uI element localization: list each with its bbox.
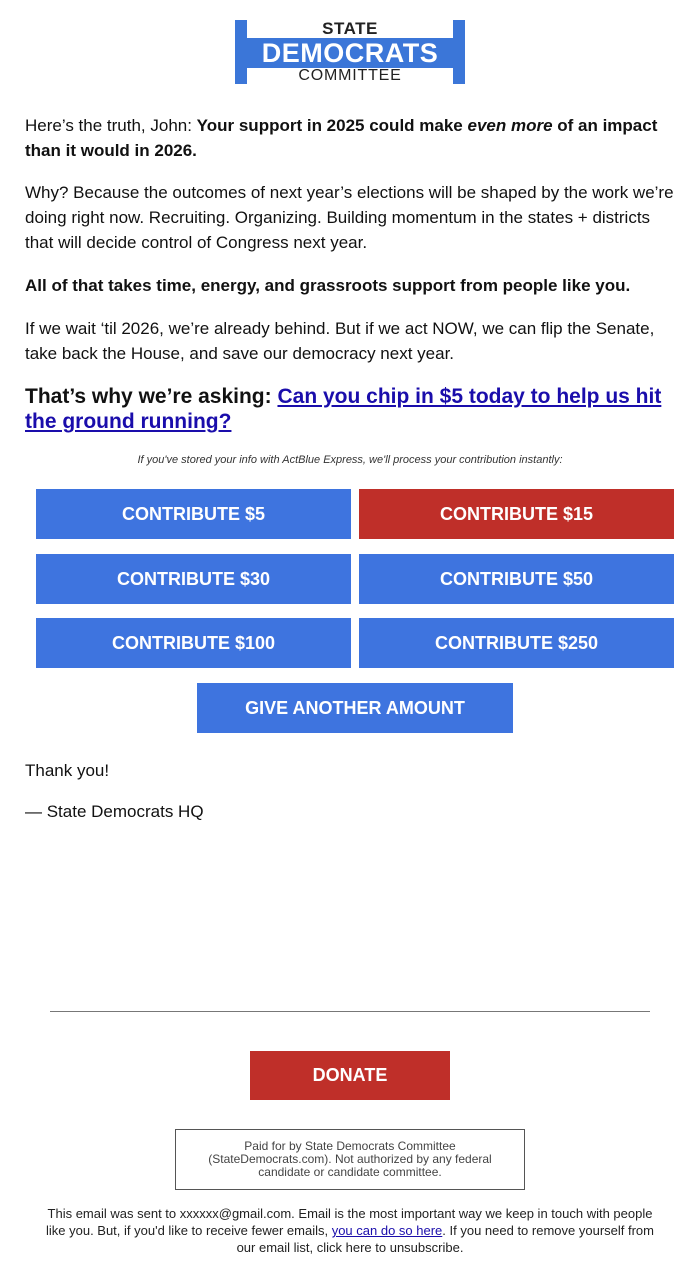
contribute-5-button[interactable]: CONTRIBUTE $5: [36, 489, 351, 539]
logo-bottom-text: COMMITTEE: [298, 67, 402, 84]
footer-text-2: . If you need to remove yourself from our email list, click here to unsubscribe.: [236, 1223, 654, 1255]
intro-bold-1: Your support in 2025 could make: [196, 116, 468, 135]
committee-logo: [235, 20, 465, 84]
intro-lead: Here’s the truth, John:: [25, 116, 197, 135]
email-footer: [40, 1205, 660, 1256]
contribute-15-button[interactable]: CONTRIBUTE $15: [359, 489, 674, 539]
ask-heading: [25, 384, 675, 434]
actblue-note: If you've stored your info with ActBlue Express, we'll process your contribution instantly:: [137, 454, 563, 466]
logo-top-text: STATE: [322, 19, 378, 38]
paragraph-intro: [25, 113, 675, 163]
paragraph-why: Why? Because the outcomes of next year’s elections will be shaped by the work we’re doing right now. Recruiting. Organizing. Building momentum in the states + districts that will decide control of Congress next year.: [25, 183, 674, 252]
intro-bold-2: of an impact than it would in 2026.: [25, 116, 658, 160]
paragraph-support: All of that takes time, energy, and grassroots support from people like you.: [25, 276, 631, 295]
contribute-30-button[interactable]: CONTRIBUTE $30: [36, 554, 351, 604]
contribute-100-button[interactable]: CONTRIBUTE $100: [36, 618, 351, 668]
contribute-250-button[interactable]: CONTRIBUTE $250: [359, 618, 674, 668]
footer-divider: [50, 1011, 650, 1012]
thanks-text: Thank you!: [25, 761, 110, 780]
fewer-emails-link[interactable]: you can do so here: [331, 1223, 443, 1238]
logo-main-text: DEMOCRATS: [235, 38, 465, 68]
logo-inner: [247, 20, 453, 84]
donate-button[interactable]: DONATE: [250, 1051, 450, 1100]
contribute-50-button[interactable]: CONTRIBUTE $50: [359, 554, 674, 604]
chip-in-link[interactable]: Can you chip in $5 today to help us hit the ground running?: [25, 385, 662, 433]
give-another-amount-button[interactable]: GIVE ANOTHER AMOUNT: [197, 683, 513, 733]
footer-text-1: This email was sent to xxxxxx@gmail.com. Email is the most important way we keep in touch with people like you. But, if you'd like to receive fewer emails,: [45, 1206, 653, 1238]
paragraph-act-now: If we wait ‘til 2026, we’re already behind. But if we act NOW, we can flip the Senate, take back the House, and save our democracy next year.: [25, 319, 655, 363]
intro-emphasis: even more: [467, 116, 553, 135]
paid-for-disclaimer: Paid for by State Democrats Committee (StateDemocrats.com). Not authorized by any federal candidate or candidate committee.: [175, 1129, 525, 1190]
ask-lead: That’s why we’re asking:: [25, 385, 278, 408]
signature: — State Democrats HQ: [25, 802, 204, 821]
